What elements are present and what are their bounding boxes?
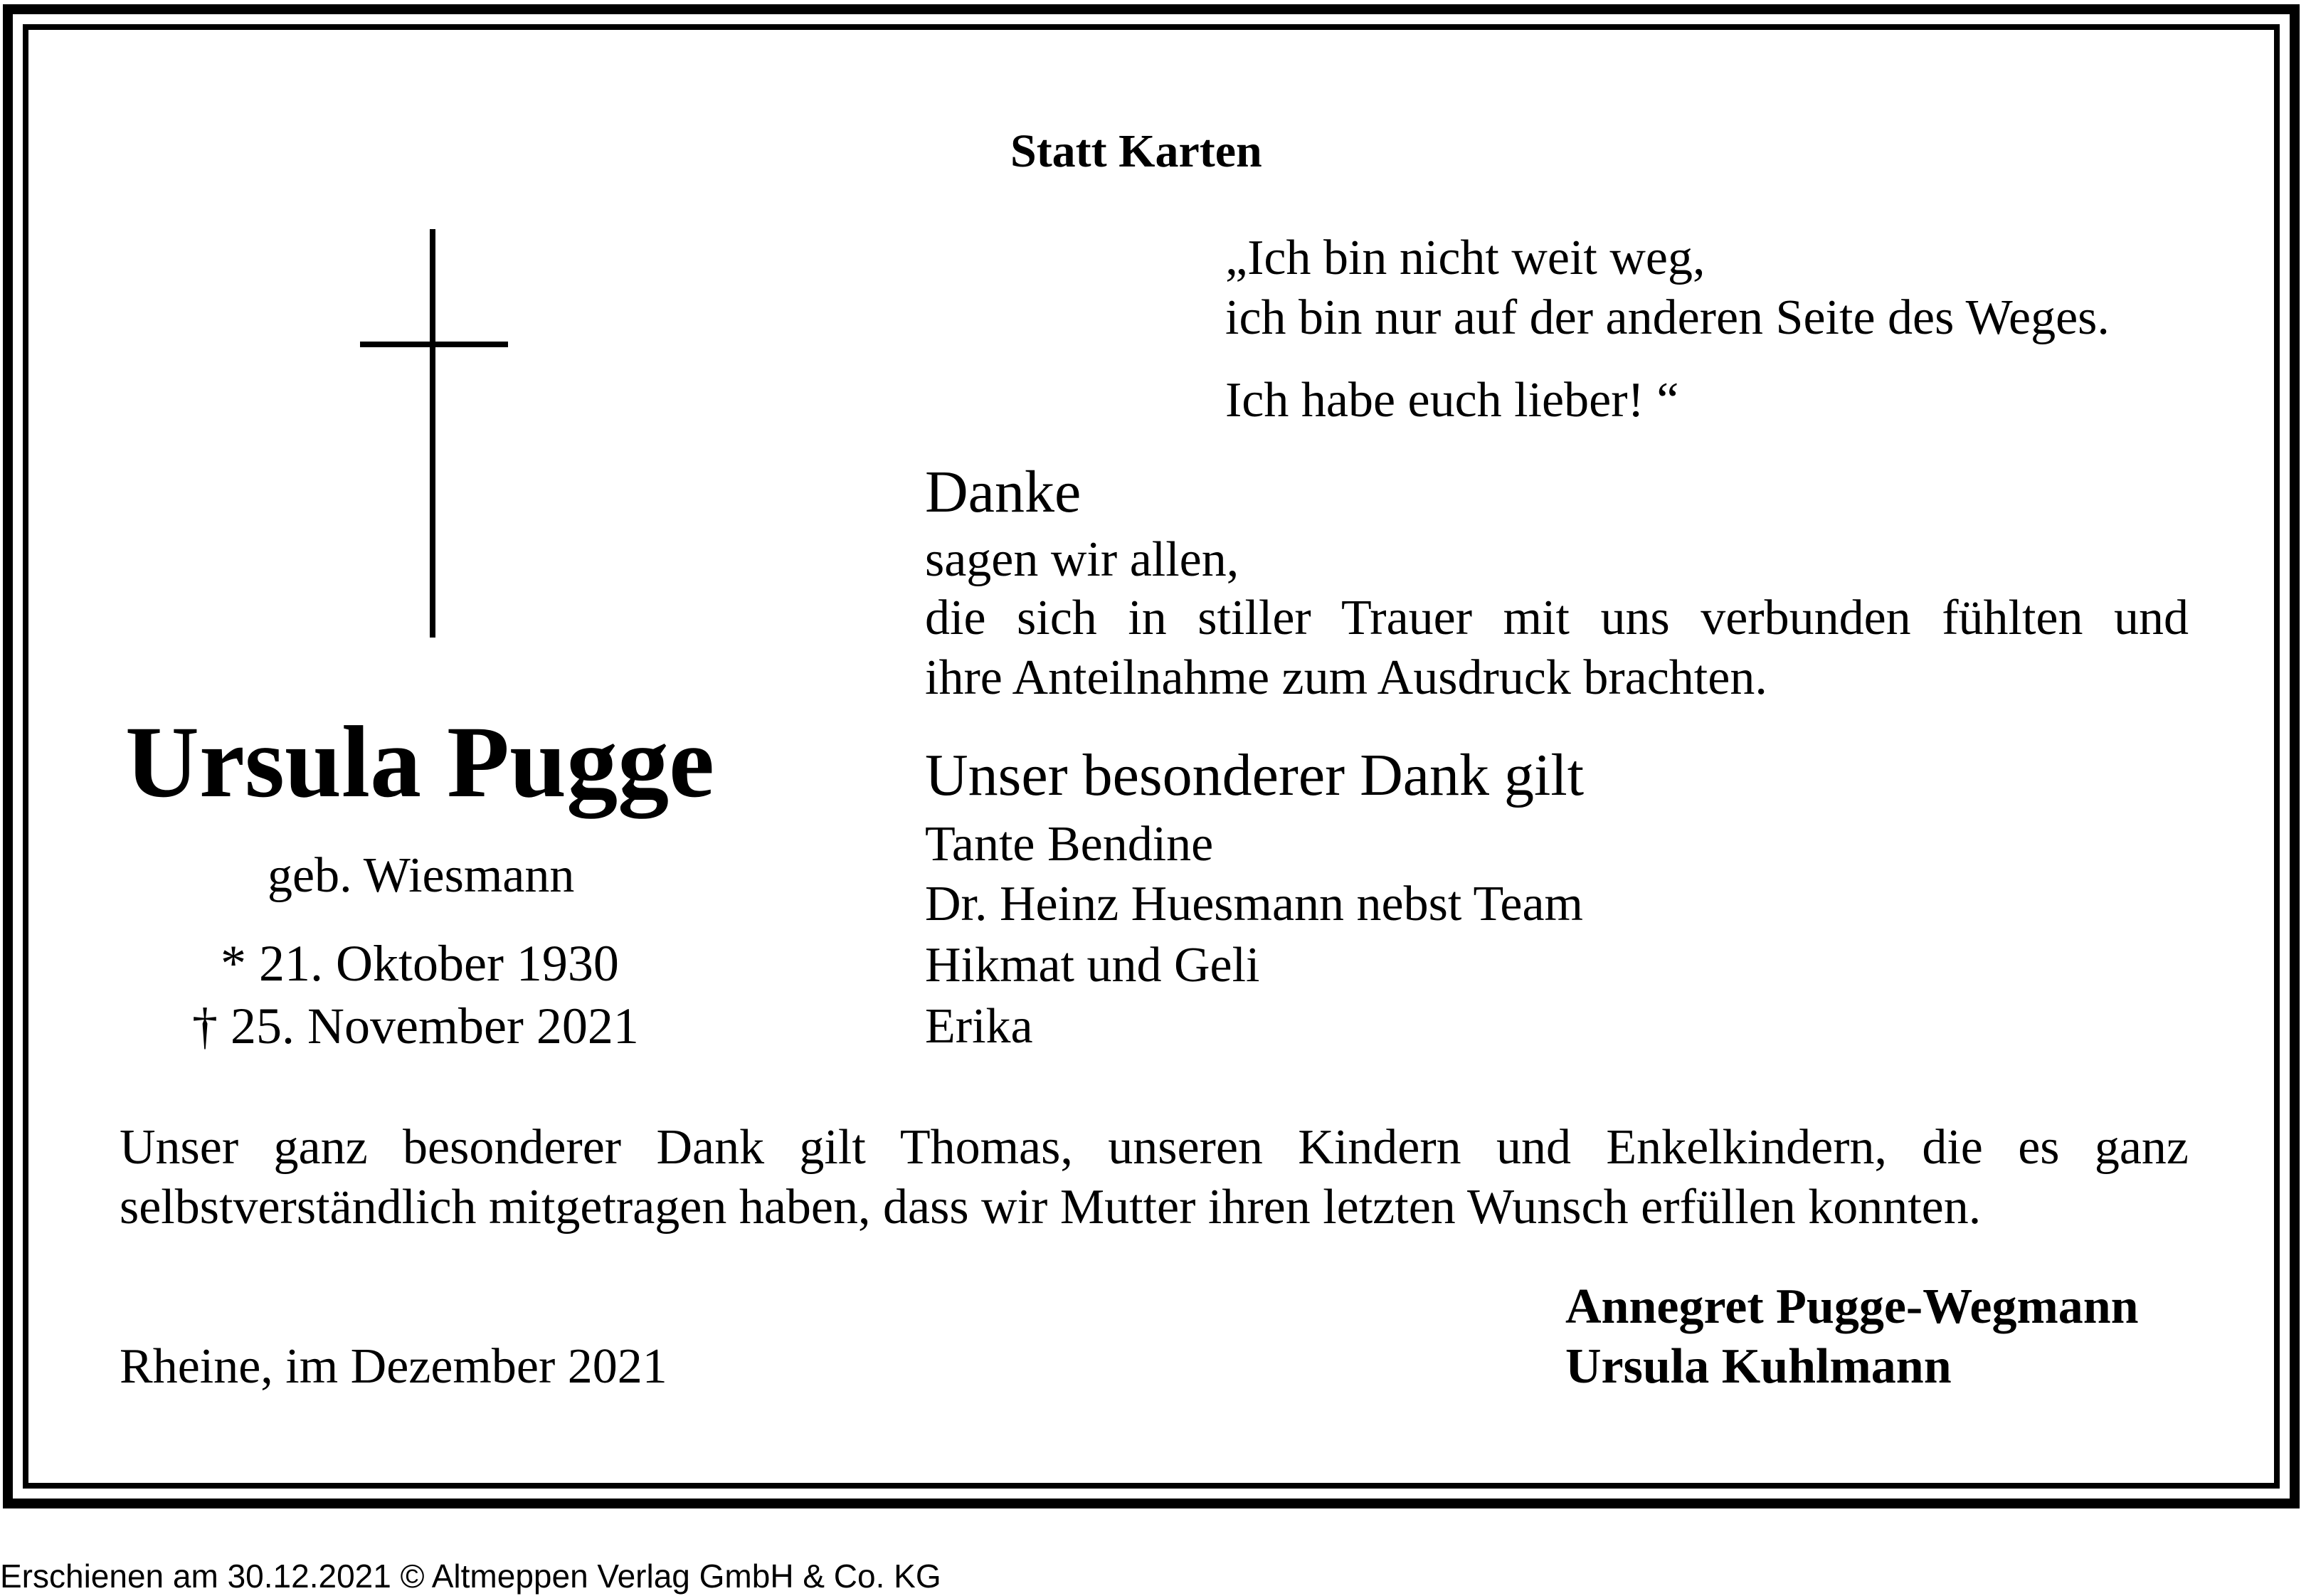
thanks-line-2: die sich in stiller Trauer mit uns verbunden fühlten und: [925, 591, 2189, 645]
quote-line-2: ich bin nur auf der anderen Seite des Weges.: [1225, 290, 2110, 345]
thanks-line-3: ihre Anteilnahme zum Ausdruck brachten.: [925, 650, 1767, 705]
header-statt-karten: Statt Karten: [1010, 125, 1262, 177]
closing-line-1: Unser ganz besonderer Dank gilt Thomas, unseren Kindern und Enkelkindern, die es ganz: [120, 1120, 2189, 1175]
thanks-heading: Danke: [925, 459, 1082, 525]
deceased-name: Ursula Pugge: [125, 706, 714, 819]
death-date: † 25. November 2021: [192, 998, 639, 1055]
signatory-1: Annegret Pugge-Wegmann: [1565, 1279, 2139, 1334]
signatory-2: Ursula Kuhlmann: [1565, 1339, 1952, 1394]
quote-line-3: Ich habe euch lieber! “: [1225, 373, 1679, 428]
maiden-name: geb. Wiesmann: [268, 848, 575, 903]
closing-line-2: selbstverständlich mitgetragen haben, dass wir Mutter ihren letzten Wunsch erfüllen konnten.: [120, 1180, 1982, 1235]
special-name-1: Tante Bendine: [925, 817, 1214, 872]
special-name-4: Erika: [925, 999, 1033, 1054]
publication-footer: Erschienen am 30.12.2021 © Altmeppen Verlag GmbH & Co. KG: [0, 1558, 941, 1595]
special-name-3: Hikmat und Geli: [925, 938, 1260, 993]
place-date: Rheine, im Dezember 2021: [120, 1339, 667, 1394]
special-name-2: Dr. Heinz Huesmann nebst Team: [925, 877, 1583, 931]
special-thanks-heading: Unser besonderer Dank gilt: [925, 742, 1585, 808]
quote-line-1: „Ich bin nicht weit weg,: [1225, 231, 1706, 285]
cross-horizontal-bar: [360, 342, 508, 347]
thanks-line-1: sagen wir allen,: [925, 532, 1239, 587]
cross-vertical-bar: [430, 229, 435, 638]
birth-date: * 21. Oktober 1930: [221, 935, 619, 992]
